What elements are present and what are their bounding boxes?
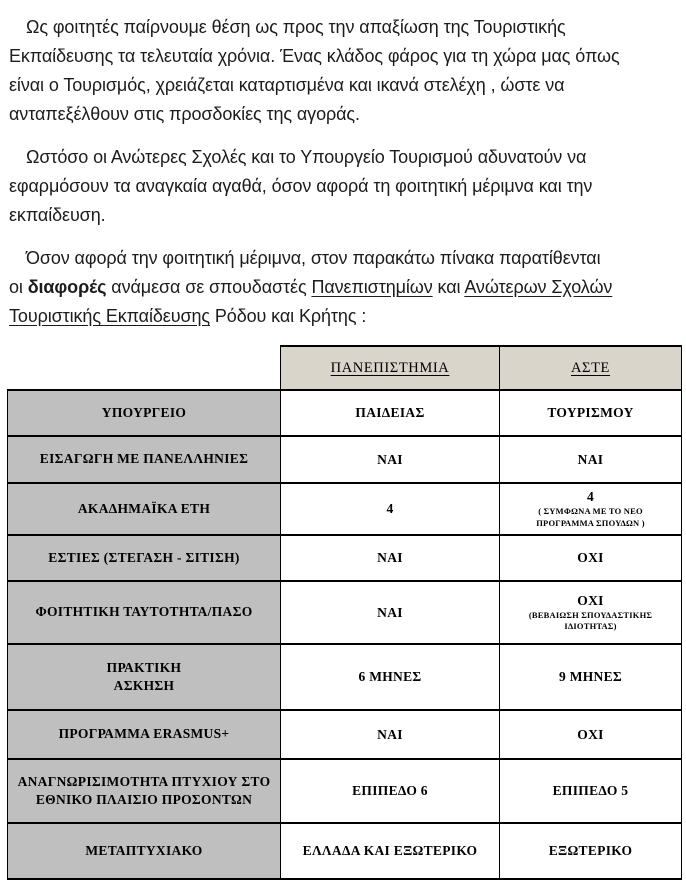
- row-label-line: ΕΘΝΙΚΟ ΠΛΑΙΣΙΟ ΠΡΟΣΟΝΤΩΝ: [35, 792, 253, 807]
- cell-value: ΝΑΙ: [377, 550, 403, 565]
- row-label-line: ΦΟΙΤΗΤΙΚΗ ΤΑΥΤΟΤΗΤΑ/ΠΑΣΟ: [35, 604, 253, 620]
- text-line: [9, 201, 666, 230]
- table-row: [8, 644, 682, 710]
- row-label-cell: [8, 436, 281, 483]
- value-cell: [281, 436, 500, 483]
- value-cell: [281, 535, 500, 581]
- table-row: [8, 483, 682, 535]
- text-line: [9, 42, 666, 71]
- text-run: ανάμεσα σε σπουδαστές: [106, 277, 312, 297]
- cell-value: ΟΧΙ: [577, 550, 604, 565]
- row-label-cell: [8, 581, 281, 644]
- intro-paragraphs: [9, 13, 666, 331]
- text-line: [9, 302, 666, 331]
- text-run: είναι ο Τουρισμός, χρειάζεται καταρτισμένα και ικανά στελέχη , ώστε να: [9, 75, 565, 95]
- table-row: [8, 581, 682, 644]
- row-label-line: ΑΝΑΓΝΩΡΙΣΙΜΟΤΗΤΑ ΠΤΥΧΙΟΥ ΣΤΟ: [17, 773, 271, 789]
- cell-value: ΕΠΙΠΕΔΟ 6: [352, 783, 428, 798]
- cell-value: ΝΑΙ: [377, 604, 403, 620]
- column-header-aste: [500, 346, 682, 390]
- row-label-cell: [8, 710, 281, 759]
- table-row: [8, 759, 682, 823]
- value-cell: [500, 759, 682, 823]
- column-header-panepistimia: [281, 346, 500, 390]
- cell-value: 4: [586, 489, 595, 505]
- cell-value: ΕΞΩΤΕΡΙΚΟ: [548, 843, 633, 858]
- text-line: [9, 13, 666, 42]
- table-row: [8, 823, 682, 879]
- row-label-cell: [8, 823, 281, 879]
- table-row: [8, 535, 682, 581]
- underlined-text-run: Τουριστικής Εκπαίδευσης: [9, 306, 210, 326]
- text-run: οι: [9, 277, 28, 297]
- text-run: Ως φοιτητές παίρνουμε θέση ως προς την απαξίωση της Τουριστικής: [26, 17, 566, 37]
- table-row: [8, 710, 682, 759]
- paragraph: [9, 244, 666, 331]
- corner-empty-cell: [8, 346, 281, 390]
- row-label-line: ΑΚΑΔΗΜΑΪΚΑ ΕΤΗ: [77, 500, 211, 516]
- text-run: εκπαίδευση.: [9, 205, 106, 225]
- text-run: Ρόδου και Κρήτης :: [209, 306, 367, 326]
- table-row: [8, 390, 682, 436]
- underlined-text-run: Πανεπιστημίων: [311, 277, 433, 297]
- cell-value: 6 ΜΗΝΕΣ: [358, 669, 422, 684]
- cell-note: ( ΣΥΜΦΩΝΑ ΜΕ ΤΟ ΝΕΟ ΠΡΟΓΡΑΜΜΑ ΣΠΟΥΔΩΝ ): [536, 506, 645, 528]
- row-label-cell: [8, 644, 281, 710]
- row-label-line: ΠΡΑΚΤΙΚΗ: [106, 659, 182, 675]
- value-cell: [281, 710, 500, 759]
- underlined-text-run: Ανώτερων Σχολών: [464, 277, 613, 297]
- paragraph: [9, 13, 666, 129]
- value-cell: [281, 581, 500, 644]
- text-run: Ωστόσο οι Ανώτερες Σχολές και το Υπουργείο Τουρισμού αδυνατούν να: [26, 147, 587, 167]
- row-label-cell: [8, 535, 281, 581]
- cell-value: ΟΧΙ: [577, 592, 604, 608]
- value-cell: [281, 823, 500, 879]
- cell-note: (ΒΕΒΑΙΩΣΗ ΣΠΟΥΔΑΣΤΙΚΗΣ ΙΔΙΟΤΗΤΑΣ): [528, 609, 653, 631]
- row-label-cell: [8, 483, 281, 535]
- cell-value: ΝΑΙ: [377, 451, 403, 467]
- row-label-line: ΕΙΣΑΓΩΓΗ ΜΕ ΠΑΝΕΛΛΗΝΙΕΣ: [39, 451, 249, 467]
- value-cell: [500, 436, 682, 483]
- value-cell: [281, 644, 500, 710]
- value-cell: [500, 390, 682, 436]
- value-cell: [500, 535, 682, 581]
- value-cell: [500, 823, 682, 879]
- column-header-label: ΑΣΤΕ: [570, 359, 611, 376]
- cell-value: 4: [386, 501, 394, 516]
- text-run: και: [432, 277, 465, 297]
- row-label-cell: [8, 390, 281, 436]
- bold-text-run: διαφορές: [27, 277, 107, 297]
- cell-value: ΠΑΙΔΕΙΑΣ: [355, 405, 425, 420]
- text-run: Εκπαίδευσης τα τελευταία χρόνια. Ένας κλάδος φάρος για τη χώρα μας όπως: [9, 46, 620, 66]
- text-line: [9, 143, 666, 172]
- table-row: [8, 436, 682, 483]
- column-header-label: ΠΑΝΕΠΙΣΤΗΜΙΑ: [330, 359, 450, 376]
- cell-value: ΝΑΙ: [577, 451, 604, 467]
- text-run: Όσον αφορά την φοιτητική μέριμνα, στον παρακάτω πίνακα παρατίθενται: [26, 248, 601, 268]
- text-line: [9, 100, 666, 129]
- text-run: εφαρμόσουν τα αναγκαία αγαθά, όσον αφορά τη φοιτητική μέριμνα και την: [9, 176, 593, 196]
- text-line: [9, 172, 666, 201]
- cell-value: 9 ΜΗΝΕΣ: [558, 669, 623, 684]
- row-label-line: ΠΡΟΓΡΑΜΜΑ ERASMUS+: [58, 726, 230, 742]
- value-cell: [500, 710, 682, 759]
- row-label-line: ΕΣΤΙΕΣ (ΣΤΕΓΑΣΗ - ΣΙΤΙΣΗ): [48, 549, 240, 565]
- text-line: [9, 71, 666, 100]
- row-label-line: ΑΣΚΗΣΗ: [113, 678, 175, 693]
- value-cell: [281, 483, 500, 535]
- text-run: ανταπεξέλθουν στις προσδοκίες της αγοράς.: [9, 104, 360, 124]
- text-line: [9, 273, 666, 302]
- cell-value: ΕΠΙΠΕΔΟ 5: [552, 783, 629, 798]
- table-header-row: [8, 346, 682, 390]
- cell-value: ΕΛΛΑΔΑ ΚΑΙ ΕΞΩΤΕΡΙΚΟ: [302, 843, 478, 858]
- cell-value: ΤΟΥΡΙΣΜΟΥ: [547, 405, 634, 420]
- value-cell: [500, 644, 682, 710]
- cell-value: ΟΧΙ: [577, 726, 604, 742]
- value-cell: [281, 390, 500, 436]
- value-cell: [500, 483, 682, 535]
- value-cell: [281, 759, 500, 823]
- comparison-table: [7, 345, 682, 880]
- text-line: [9, 244, 666, 273]
- row-label-line: ΜΕΤΑΠΤΥΧΙΑΚΟ: [85, 842, 203, 858]
- paragraph: [9, 143, 666, 230]
- cell-value: ΝΑΙ: [377, 726, 403, 742]
- row-label-cell: [8, 759, 281, 823]
- value-cell: [500, 581, 682, 644]
- row-label-line: ΥΠΟΥΡΓΕΙΟ: [101, 404, 187, 420]
